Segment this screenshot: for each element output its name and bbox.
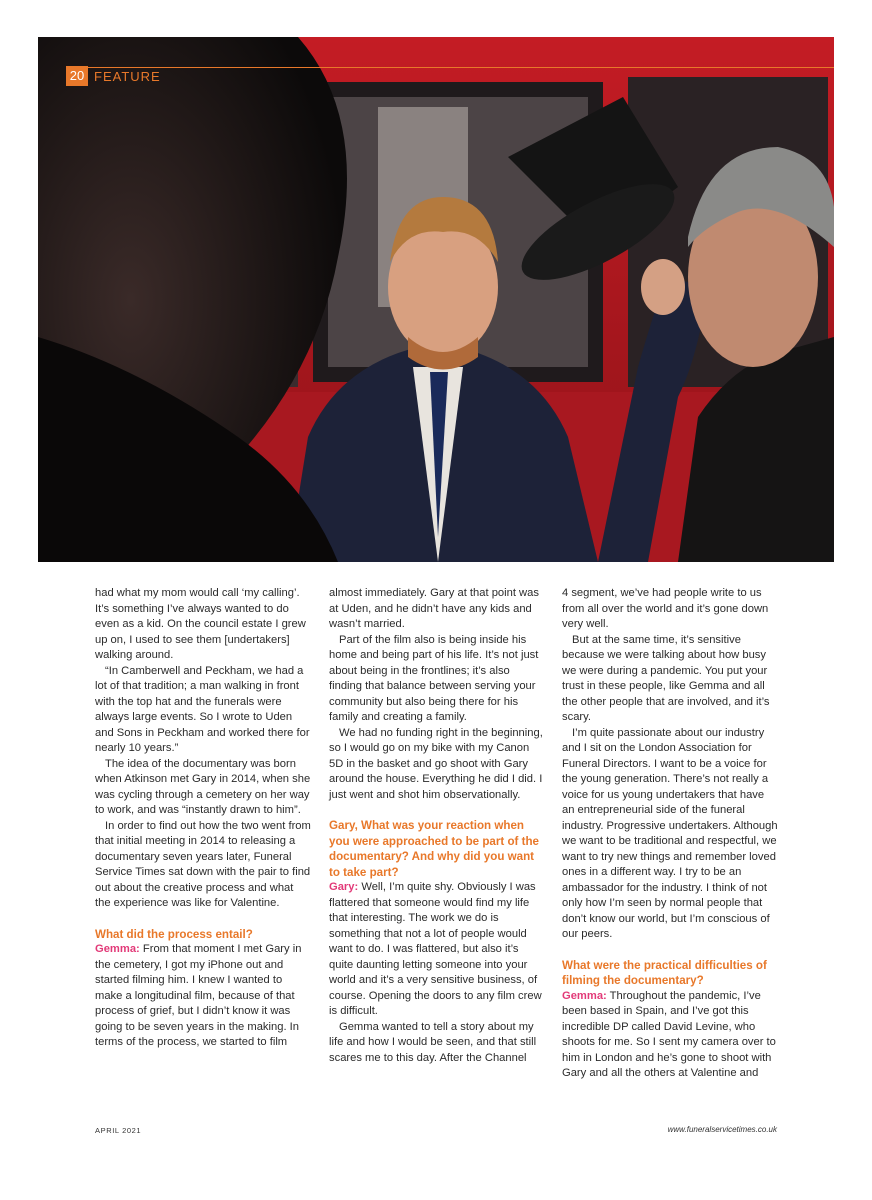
answer-paragraph <box>329 880 545 1020</box>
paragraph: 4 segment, we’ve had people write to us from all over the world and it’s gone down very well. <box>562 587 769 630</box>
answer-text: Throughout the pandemic, I’ve been based in Spain, and I’ve got this incredible DP called David Levine, who shoots for me. So I sent my camera over to him in London and he’s gone to shoot with Gary and all the others at Valentine and <box>562 989 776 1079</box>
paragraph: Gemma wanted to tell a story about my life and how I would be seen, and that still scares me to this day. After the Channel <box>329 1020 537 1064</box>
speaker-label: Gemma: <box>95 943 140 955</box>
paragraph: We had no funding right in the beginning, so I would go on my bike with my Canon 5D in the basket and go shoot with Gary around the house. Everything he did I did. I just went and shot him observationally. <box>329 726 543 801</box>
speaker-label: Gary: <box>329 881 359 893</box>
paragraph: But at the same time, it’s sensitive because we were talking about how busy we were during a pandemic. You put your trust in these people, like Gemma and all the other people that are involved, and it’s scary. <box>562 633 770 723</box>
paragraph: had what my mom would call ‘my calling’. It’s something I’ve always wanted to do even as a kid. On the council estate I grew up on, I used to see them [undertakers] walking around. <box>95 587 306 661</box>
paragraph: Part of the film also is being inside his home and being part of his life. It’s not just about being in the frontlines; it’s also finding that balance between serving your community but also being there for his family and creating a family. <box>329 633 539 723</box>
text-column-1 <box>95 586 311 1051</box>
text-column-2 <box>329 586 545 1066</box>
answer-paragraph <box>562 989 778 1082</box>
question-heading: What were the practical difficulties of filming the documentary? <box>562 958 767 987</box>
speaker-label: Gemma: <box>562 989 607 1002</box>
paragraph: “In Camberwell and Peckham, we had a lot of that tradition; a man walking in front with the top hat and the funerals were always large events. So I wrote to Uden and Sons in Peckham and worked there for nearly 10 years.” <box>95 664 310 754</box>
page-header <box>66 66 834 88</box>
header-rule <box>88 67 834 68</box>
issue-date: APRIL 2021 <box>95 1126 142 1135</box>
paragraph: In order to find out how the two went from that initial meeting in 2014 to releasing a documentary seven years later, Funeral Service Times sat down with the pair to find out about the creative process and what the experience was like for Valentine. <box>95 819 311 909</box>
answer-text: From that moment I met Gary in the cemetery, I got my iPhone out and started filming him. I knew I wanted to make a longitudinal film, because of that process of grief, but I didn’t know it was going to be seven years in the making. In terms of the process, we started to film <box>95 943 302 1048</box>
paragraph: I’m quite passionate about our industry and I sit on the London Association for Funeral Directors. I want to be a voice for the young generation. There’s not really a voice for us young undertakers that have an entrepreneurial side of the funeral industry. Progressive undertakers. Although we want to be traditional and respectful, we want to try new things and remember loved ones in a different way. I try to be an ambassador for the industry. I think of not only how I’m seen by normal people that don’t know our world, but I’m conscious of our peers. <box>562 726 778 940</box>
page-number: 20 <box>66 66 88 86</box>
answer-paragraph <box>95 942 311 1051</box>
text-column-3 <box>562 586 778 1082</box>
paragraph: The idea of the documentary was born when Atkinson met Gary in 2014, when she was cycling through a cemetery on her way to work, and was “instantly drawn to him”. <box>95 757 311 816</box>
answer-text: Well, I’m quite shy. Obviously I was flattered that someone would find my life that interesting. The work we do is something that not a lot of people would want to do. I was flattered, but also it’s quite daunting letting someone into your world and it’s a very sensitive business, of course. Opening the doors to any film crew is difficult. <box>329 881 542 1017</box>
website-link[interactable]: www.funeralservicetimes.co.uk <box>667 1125 777 1134</box>
question-heading: What did the process entail? <box>95 927 253 941</box>
section-label: FEATURE <box>94 69 161 84</box>
question-heading: Gary, What was your reaction when you were approached to be part of the documentary? And why did you want to take part? <box>329 819 540 879</box>
feature-photo <box>38 37 834 562</box>
paragraph: almost immediately. Gary at that point was at Uden, and he didn’t have any kids and wasn’t married. <box>329 587 539 630</box>
